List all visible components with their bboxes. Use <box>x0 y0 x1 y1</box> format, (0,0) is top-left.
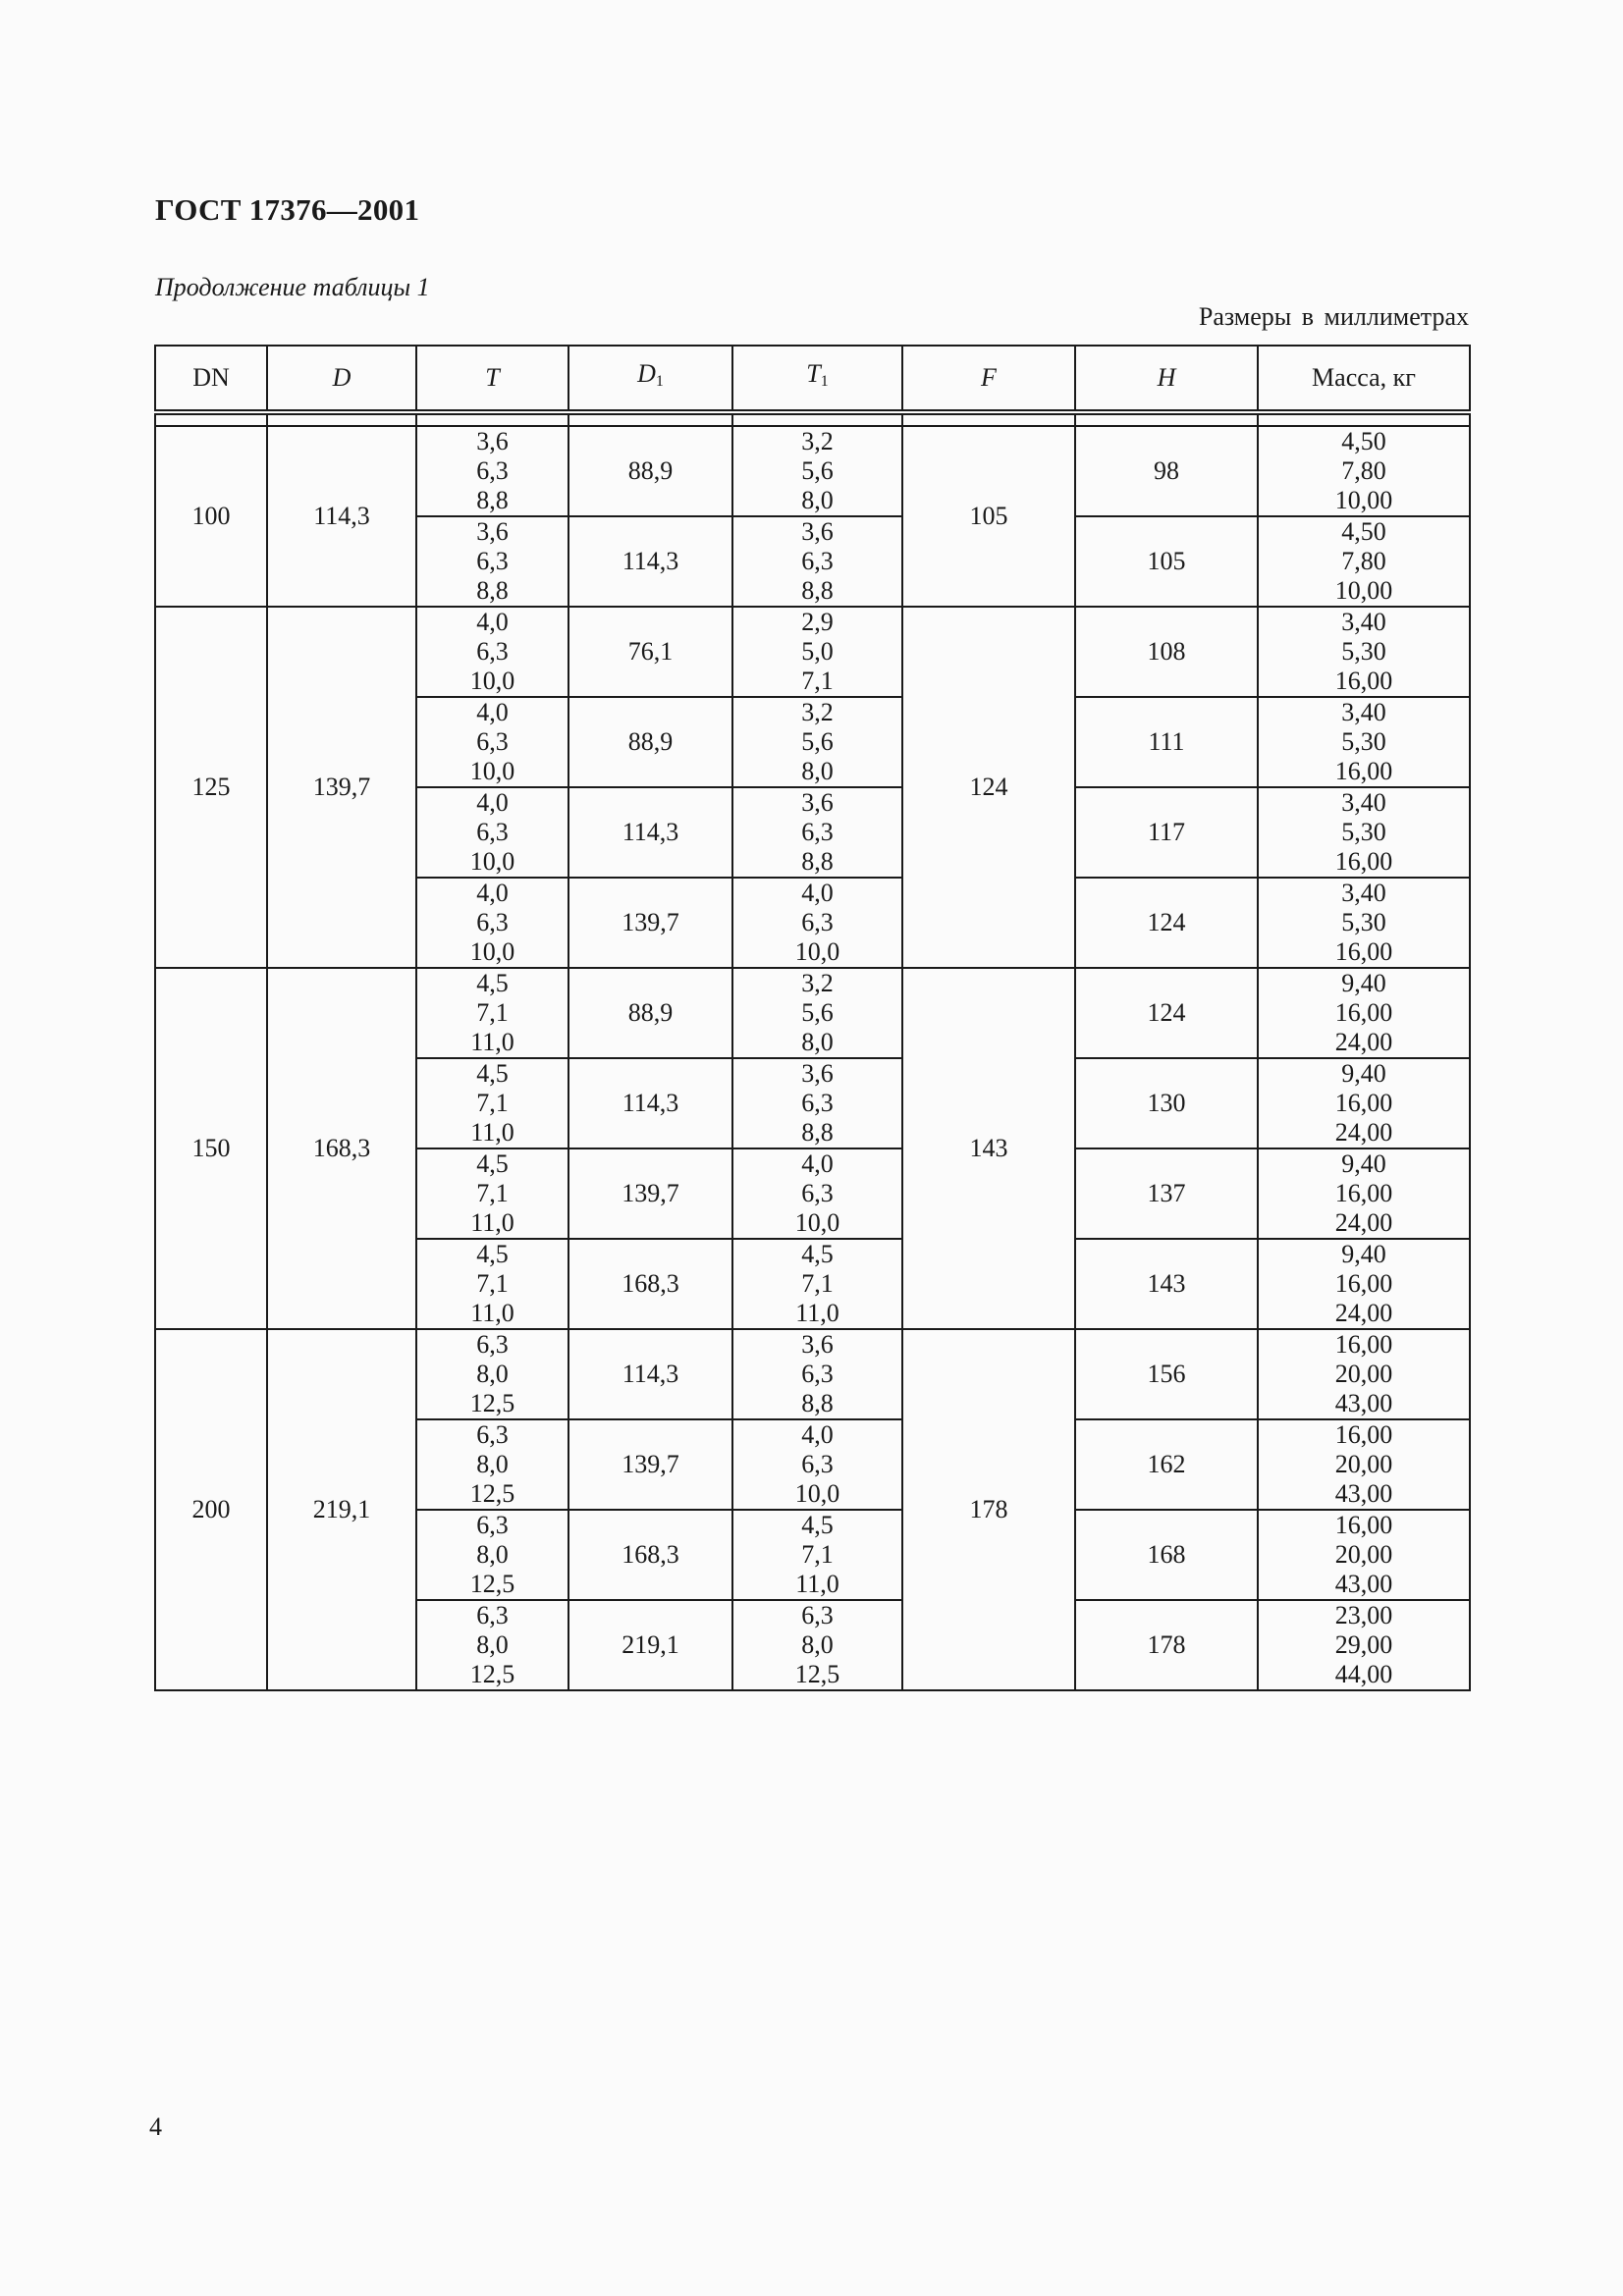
cell-t1-value: 8,8 <box>801 576 834 605</box>
cell-t1-value: 7,1 <box>801 1540 834 1569</box>
column-header-t1: T1 <box>732 346 902 412</box>
cell-t1-value: 3,2 <box>801 698 834 726</box>
cell-d1: 139,7 <box>568 1148 732 1239</box>
cell-mass-value: 16,00 <box>1334 1269 1393 1298</box>
cell-t1 <box>732 1058 902 1148</box>
cell-t1-value: 3,6 <box>801 517 834 546</box>
cell-t1 <box>732 607 902 697</box>
cell-d: 168,3 <box>267 968 416 1329</box>
cell-t-value: 6,3 <box>476 547 509 575</box>
cell-mass-value: 9,40 <box>1341 969 1386 997</box>
spacer-cell <box>568 412 732 426</box>
spacer-cell <box>1258 412 1470 426</box>
cell-mass-value: 20,00 <box>1334 1540 1393 1569</box>
cell-t <box>416 697 568 787</box>
cell-t-value: 11,0 <box>470 1299 514 1327</box>
cell-mass-value: 5,30 <box>1341 637 1386 666</box>
cell-t-value: 6,3 <box>476 1601 509 1629</box>
cell-d: 219,1 <box>267 1329 416 1690</box>
cell-mass <box>1258 968 1470 1058</box>
cell-t <box>416 426 568 516</box>
cell-t1 <box>732 1510 902 1600</box>
cell-t <box>416 787 568 878</box>
cell-mass <box>1258 1510 1470 1600</box>
table-row <box>155 426 1470 516</box>
cell-t-value: 4,0 <box>476 879 509 907</box>
spacer-cell <box>155 412 267 426</box>
cell-t-value: 3,6 <box>476 517 509 546</box>
cell-t1-value: 2,9 <box>801 608 834 636</box>
cell-d1: 88,9 <box>568 697 732 787</box>
column-header-dn: DN <box>155 346 267 412</box>
cell-mass <box>1258 1329 1470 1419</box>
cell-t-value: 12,5 <box>469 1660 515 1688</box>
cell-t-value: 4,5 <box>476 969 509 997</box>
cell-mass-value: 44,00 <box>1334 1660 1393 1688</box>
cell-mass-value: 16,00 <box>1334 757 1393 785</box>
cell-t-value: 6,3 <box>476 1330 509 1359</box>
cell-t1-value: 3,6 <box>801 1330 834 1359</box>
cell-dn: 150 <box>155 968 267 1329</box>
cell-t1-value: 6,3 <box>801 547 834 575</box>
cell-mass <box>1258 1148 1470 1239</box>
cell-d1: 114,3 <box>568 787 732 878</box>
column-header-f: F <box>902 346 1075 412</box>
cell-t-value: 11,0 <box>470 1208 514 1237</box>
cell-t-value: 7,1 <box>476 1269 509 1298</box>
cell-t-value: 4,0 <box>476 608 509 636</box>
cell-d1: 139,7 <box>568 1419 732 1510</box>
cell-t <box>416 1239 568 1329</box>
cell-h: 98 <box>1075 426 1258 516</box>
spacer-cell <box>416 412 568 426</box>
cell-t-value: 4,0 <box>476 788 509 817</box>
cell-mass-value: 24,00 <box>1334 1118 1393 1147</box>
cell-t-value: 11,0 <box>470 1028 514 1056</box>
cell-t1 <box>732 697 902 787</box>
cell-f: 105 <box>902 426 1075 607</box>
cell-t1 <box>732 516 902 607</box>
cell-mass-value: 3,40 <box>1341 698 1386 726</box>
spacer-cell <box>267 412 416 426</box>
cell-t-value: 10,0 <box>469 757 515 785</box>
cell-t-value: 7,1 <box>476 1179 509 1207</box>
cell-t-value: 7,1 <box>476 998 509 1027</box>
cell-t1-value: 5,6 <box>801 998 834 1027</box>
cell-h: 137 <box>1075 1148 1258 1239</box>
cell-t1-value: 5,6 <box>801 456 834 485</box>
cell-h: 162 <box>1075 1419 1258 1510</box>
cell-t1-value: 5,6 <box>801 727 834 756</box>
cell-t1 <box>732 426 902 516</box>
cell-d1: 114,3 <box>568 1058 732 1148</box>
cell-mass-value: 9,40 <box>1341 1149 1386 1178</box>
cell-t1-value: 6,3 <box>801 818 834 846</box>
dimensions-table <box>154 345 1471 1691</box>
cell-h: 143 <box>1075 1239 1258 1329</box>
cell-mass-value: 3,40 <box>1341 879 1386 907</box>
cell-mass-value: 16,00 <box>1334 1179 1393 1207</box>
cell-t <box>416 1510 568 1600</box>
column-header-d1: D1 <box>568 346 732 412</box>
cell-t-value: 6,3 <box>476 1511 509 1539</box>
cell-mass-value: 43,00 <box>1334 1570 1393 1598</box>
cell-t-value: 4,5 <box>476 1240 509 1268</box>
cell-d1: 76,1 <box>568 607 732 697</box>
cell-t1-value: 8,0 <box>801 1630 834 1659</box>
cell-mass-value: 3,40 <box>1341 608 1386 636</box>
cell-mass-value: 29,00 <box>1334 1630 1393 1659</box>
cell-mass-value: 4,50 <box>1341 517 1386 546</box>
cell-t-value: 12,5 <box>469 1479 515 1508</box>
cell-h: 168 <box>1075 1510 1258 1600</box>
cell-t-value: 8,0 <box>476 1450 509 1478</box>
cell-t-value: 12,5 <box>469 1570 515 1598</box>
cell-mass-value: 9,40 <box>1341 1240 1386 1268</box>
cell-mass-value: 24,00 <box>1334 1208 1393 1237</box>
cell-mass-value: 43,00 <box>1334 1479 1393 1508</box>
cell-t1-value: 12,5 <box>794 1660 840 1688</box>
cell-t-value: 8,0 <box>476 1540 509 1569</box>
cell-t1-value: 10,0 <box>794 937 840 966</box>
header-spacer-row <box>155 412 1470 426</box>
units-note: Размеры в миллиметрах <box>1198 302 1469 331</box>
cell-mass-value: 5,30 <box>1341 818 1386 846</box>
cell-d1: 168,3 <box>568 1510 732 1600</box>
cell-t-value: 6,3 <box>476 908 509 936</box>
cell-mass <box>1258 516 1470 607</box>
cell-h: 124 <box>1075 878 1258 968</box>
cell-mass <box>1258 1600 1470 1690</box>
cell-t-value: 10,0 <box>469 667 515 695</box>
cell-h: 178 <box>1075 1600 1258 1690</box>
cell-mass-value: 3,40 <box>1341 788 1386 817</box>
cell-d: 114,3 <box>267 426 416 607</box>
cell-h: 105 <box>1075 516 1258 607</box>
cell-t1-value: 3,6 <box>801 788 834 817</box>
cell-mass-value: 16,00 <box>1334 998 1393 1027</box>
cell-mass-value: 7,80 <box>1341 456 1386 485</box>
cell-t <box>416 1419 568 1510</box>
cell-mass-value: 5,30 <box>1341 727 1386 756</box>
cell-mass <box>1258 1058 1470 1148</box>
column-header-d: D <box>267 346 416 412</box>
cell-t-value: 6,3 <box>476 637 509 666</box>
cell-t <box>416 1058 568 1148</box>
cell-d1: 88,9 <box>568 968 732 1058</box>
cell-t <box>416 516 568 607</box>
cell-mass-value: 16,00 <box>1334 937 1393 966</box>
cell-mass <box>1258 1239 1470 1329</box>
cell-t1 <box>732 1148 902 1239</box>
table-row <box>155 1329 1470 1419</box>
cell-t <box>416 878 568 968</box>
cell-t-value: 10,0 <box>469 937 515 966</box>
cell-t1 <box>732 787 902 878</box>
cell-t1-value: 6,3 <box>801 908 834 936</box>
cell-t <box>416 1148 568 1239</box>
spacer-cell <box>1075 412 1258 426</box>
cell-mass-value: 7,80 <box>1341 547 1386 575</box>
cell-t-value: 6,3 <box>476 1420 509 1449</box>
cell-t1-value: 6,3 <box>801 1089 834 1117</box>
cell-mass-value: 10,00 <box>1334 576 1393 605</box>
cell-d1: 139,7 <box>568 878 732 968</box>
cell-mass-value: 16,00 <box>1334 667 1393 695</box>
cell-mass-value: 10,00 <box>1334 486 1393 514</box>
cell-t1-value: 10,0 <box>794 1479 840 1508</box>
cell-mass-value: 5,30 <box>1341 908 1386 936</box>
cell-f: 143 <box>902 968 1075 1329</box>
cell-mass-value: 9,40 <box>1341 1059 1386 1088</box>
cell-mass-value: 24,00 <box>1334 1028 1393 1056</box>
cell-t-value: 6,3 <box>476 818 509 846</box>
cell-t <box>416 607 568 697</box>
cell-t1-value: 8,0 <box>801 1028 834 1056</box>
cell-mass <box>1258 607 1470 697</box>
cell-t-value: 6,3 <box>476 727 509 756</box>
page-number: 4 <box>149 2112 162 2141</box>
cell-mass-value: 16,00 <box>1334 1511 1393 1539</box>
cell-t-value: 6,3 <box>476 456 509 485</box>
cell-f: 124 <box>902 607 1075 968</box>
cell-d: 139,7 <box>267 607 416 968</box>
cell-t-value: 12,5 <box>469 1389 515 1417</box>
cell-h: 124 <box>1075 968 1258 1058</box>
cell-d1: 88,9 <box>568 426 732 516</box>
cell-d1: 114,3 <box>568 516 732 607</box>
cell-dn: 200 <box>155 1329 267 1690</box>
cell-mass <box>1258 1419 1470 1510</box>
cell-t-value: 4,0 <box>476 698 509 726</box>
cell-t-value: 10,0 <box>469 847 515 876</box>
cell-t-value: 8,8 <box>476 486 509 514</box>
cell-t1-value: 4,0 <box>801 1149 834 1178</box>
table-header-row <box>155 346 1470 412</box>
cell-d1: 219,1 <box>568 1600 732 1690</box>
cell-t1-value: 8,0 <box>801 486 834 514</box>
cell-t1-value: 8,0 <box>801 757 834 785</box>
cell-h: 156 <box>1075 1329 1258 1419</box>
table-row <box>155 607 1470 697</box>
table-caption: Продолжение таблицы 1 <box>155 273 430 301</box>
cell-t-value: 3,6 <box>476 427 509 455</box>
cell-t1-value: 11,0 <box>795 1570 839 1598</box>
cell-h: 117 <box>1075 787 1258 878</box>
cell-t1-value: 10,0 <box>794 1208 840 1237</box>
cell-t <box>416 1329 568 1419</box>
cell-t-value: 8,0 <box>476 1360 509 1388</box>
cell-t1-value: 4,0 <box>801 1420 834 1449</box>
table-body <box>155 412 1470 1690</box>
cell-t1-value: 3,2 <box>801 969 834 997</box>
cell-mass-value: 23,00 <box>1334 1601 1393 1629</box>
cell-t1 <box>732 1419 902 1510</box>
cell-t-value: 8,8 <box>476 576 509 605</box>
cell-h: 130 <box>1075 1058 1258 1148</box>
cell-t1 <box>732 968 902 1058</box>
cell-t1-value: 8,8 <box>801 847 834 876</box>
table-row <box>155 968 1470 1058</box>
cell-t1-value: 6,3 <box>801 1601 834 1629</box>
cell-t-value: 4,5 <box>476 1059 509 1088</box>
cell-t1 <box>732 1329 902 1419</box>
cell-t1 <box>732 878 902 968</box>
cell-mass <box>1258 787 1470 878</box>
cell-t1-value: 6,3 <box>801 1360 834 1388</box>
cell-t1-value: 8,8 <box>801 1118 834 1147</box>
cell-t1-value: 4,5 <box>801 1511 834 1539</box>
cell-t1-value: 4,5 <box>801 1240 834 1268</box>
cell-t <box>416 1600 568 1690</box>
cell-f: 178 <box>902 1329 1075 1690</box>
cell-t1-value: 11,0 <box>795 1299 839 1327</box>
cell-d1: 114,3 <box>568 1329 732 1419</box>
cell-t-value: 4,5 <box>476 1149 509 1178</box>
cell-dn: 125 <box>155 607 267 968</box>
cell-t1-value: 7,1 <box>801 1269 834 1298</box>
cell-t1-value: 8,8 <box>801 1389 834 1417</box>
cell-t1-value: 3,2 <box>801 427 834 455</box>
cell-mass-value: 16,00 <box>1334 1089 1393 1117</box>
cell-t1-value: 4,0 <box>801 879 834 907</box>
cell-t1-value: 6,3 <box>801 1179 834 1207</box>
column-header-mass: Масса, кг <box>1258 346 1470 412</box>
cell-mass-value: 16,00 <box>1334 847 1393 876</box>
cell-t1-value: 5,0 <box>801 637 834 666</box>
cell-h: 111 <box>1075 697 1258 787</box>
cell-mass <box>1258 697 1470 787</box>
cell-mass <box>1258 426 1470 516</box>
cell-mass-value: 16,00 <box>1334 1330 1393 1359</box>
cell-t1-value: 3,6 <box>801 1059 834 1088</box>
cell-t1 <box>732 1239 902 1329</box>
cell-t <box>416 968 568 1058</box>
column-header-t: T <box>416 346 568 412</box>
cell-mass-value: 16,00 <box>1334 1420 1393 1449</box>
cell-mass-value: 20,00 <box>1334 1360 1393 1388</box>
cell-t-value: 11,0 <box>470 1118 514 1147</box>
cell-t-value: 8,0 <box>476 1630 509 1659</box>
cell-t-value: 7,1 <box>476 1089 509 1117</box>
cell-t1 <box>732 1600 902 1690</box>
cell-mass-value: 43,00 <box>1334 1389 1393 1417</box>
cell-mass <box>1258 878 1470 968</box>
spacer-cell <box>732 412 902 426</box>
cell-mass-value: 4,50 <box>1341 427 1386 455</box>
cell-mass-value: 24,00 <box>1334 1299 1393 1327</box>
cell-mass-value: 20,00 <box>1334 1450 1393 1478</box>
cell-t1-value: 6,3 <box>801 1450 834 1478</box>
cell-t1-value: 7,1 <box>801 667 834 695</box>
document-title: ГОСТ 17376—2001 <box>155 192 420 227</box>
cell-dn: 100 <box>155 426 267 607</box>
cell-h: 108 <box>1075 607 1258 697</box>
column-header-h: H <box>1075 346 1258 412</box>
spacer-cell <box>902 412 1075 426</box>
cell-d1: 168,3 <box>568 1239 732 1329</box>
